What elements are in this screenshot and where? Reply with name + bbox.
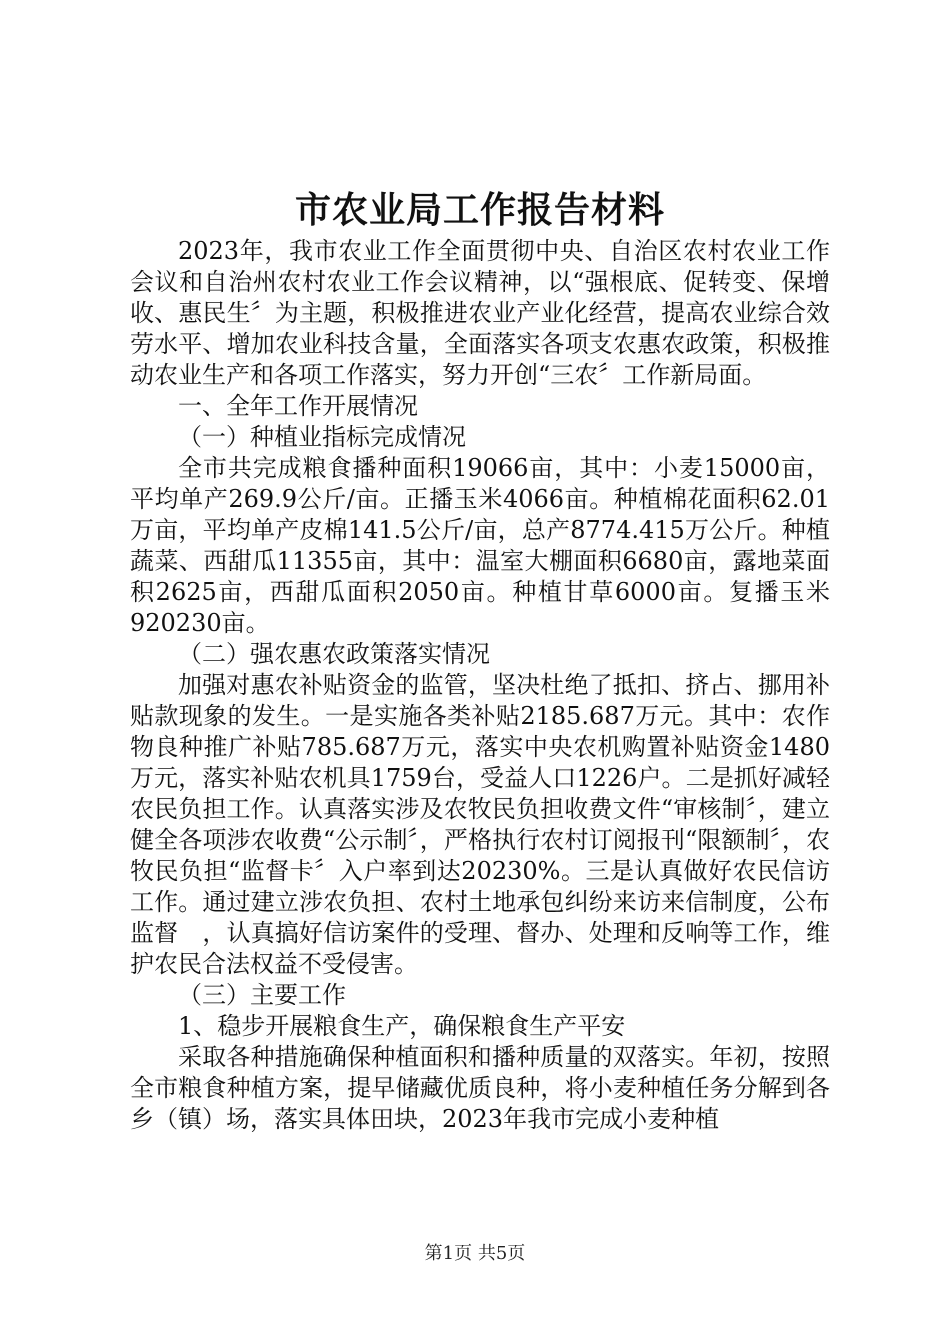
subsection-heading-3: （三）主要工作 xyxy=(178,981,346,1009)
document-body xyxy=(130,236,830,1135)
section-heading-1: 一、全年工作开展情况 xyxy=(178,392,418,420)
document-title: 市农业局工作报告材料 xyxy=(294,189,665,231)
item-heading-1: 1、稳步开展粮食生产，确保粮食生产平安 xyxy=(178,1012,626,1040)
grain-paragraph: 采取各种措施确保种植面积和播种质量的双落实。年初，按照全市粮食种植方案，提早储藏优质良种，将小麦种植任务分解到各乡（镇）场，落实具体田块，2023年我市完成小麦种植 xyxy=(130,1043,830,1133)
policy-paragraph: 加强对惠农补贴资金的监管，坚决杜绝了抵扣、挤占、挪用补贴款现象的发生。一是实施各类补贴2185.687万元。其中：农作物良种推广补贴785.687万元，落实中央农机购置补贴资金1480万元，落实补贴农机具1759台，受益人口1226户。二是抓好减轻农民负担工作。认真落实涉及农牧民负担收费文件“审核制〞，建立健全各项涉农收费“公示制〞，严格执行农村订阅报刊“限额制〞，农牧民负担“监督卡〞入户率到达20230%。三是认真做好农民信访工作。通过建立涉农负担、农村土地承包纠纷来访来信制度，公布监督 ，认真搞好信访案件的受理、督办、处理和反响等工作，维护农民合法权益不受侵害。 xyxy=(130,671,830,978)
page-footer: 第1页 共5页 xyxy=(424,1243,526,1264)
subsection-heading-1: （一）种植业指标完成情况 xyxy=(178,423,466,451)
planting-paragraph: 全市共完成粮食播种面积19066亩，其中：小麦15000亩，平均单产269.9公斤/亩。正播玉米4066亩。种植棉花面积62.01万亩，平均单产皮棉141.5公斤/亩，总产8774.415万公斤。种植蔬菜、西甜瓜11355亩，其中：温室大棚面积6680亩，露地菜面积2625亩，西甜瓜面积2050亩。种植甘草6000亩。复播玉米920230亩。 xyxy=(130,454,830,637)
subsection-heading-2: （二）强农惠农政策落实情况 xyxy=(178,640,490,668)
intro-paragraph: 2023年，我市农业工作全面贯彻中央、自治区农村农业工作会议和自治州农村农业工作会议精神，以“强根底、促转变、保增收、惠民生〞为主题，积极推进农业产业化经营，提高农业综合效劳水平、增加农业科技含量，全面落实各项支农惠农政策，积极推动农业生产和各项工作落实，努力开创“三农〞工作新局面。 xyxy=(130,237,830,389)
